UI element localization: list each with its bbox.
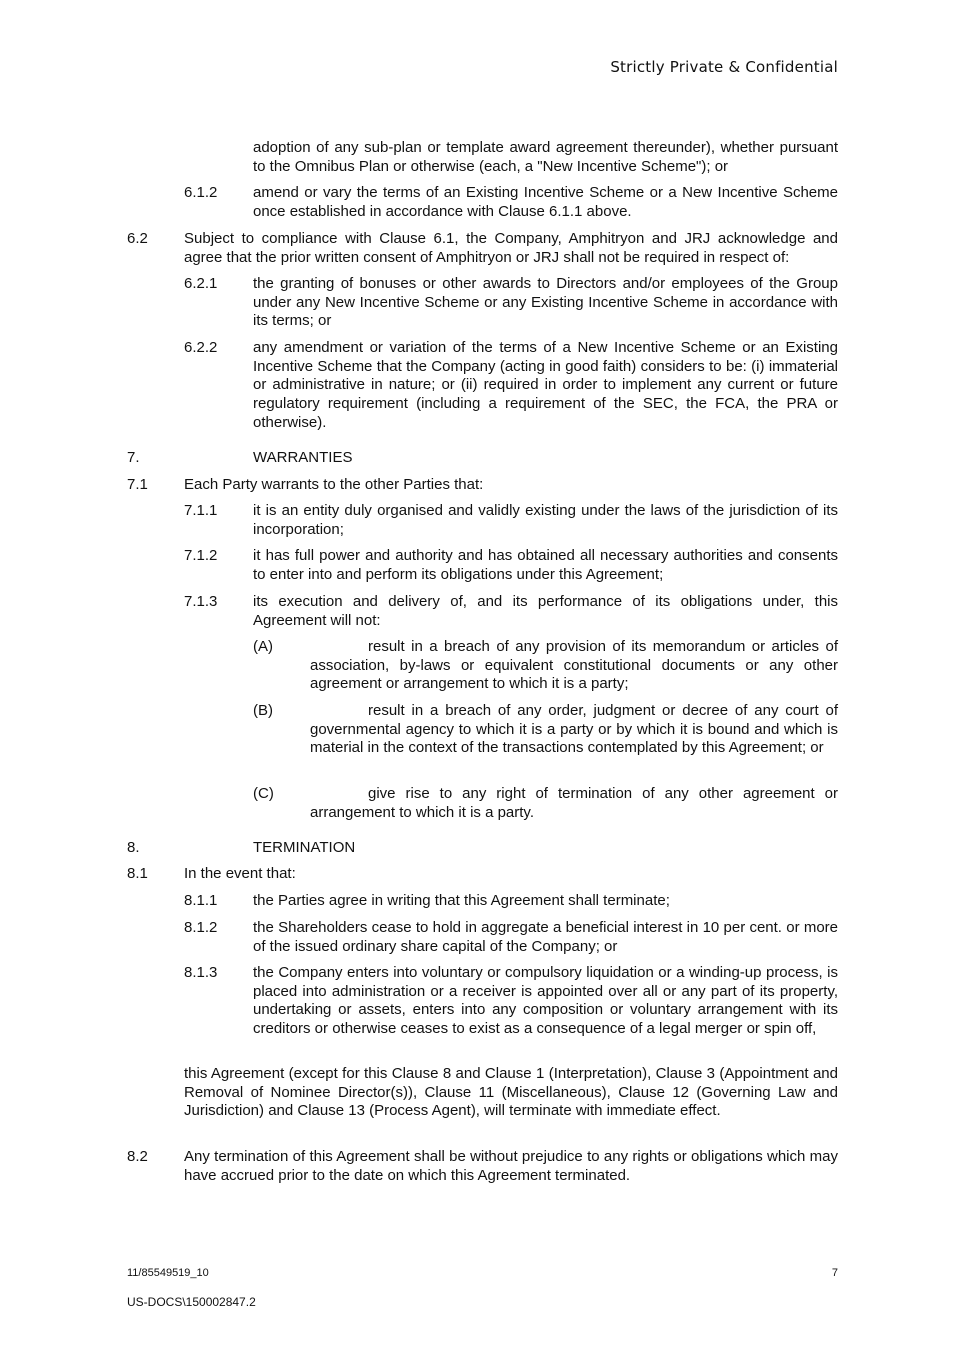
clause-number: 6.1.2 (184, 184, 218, 201)
clause-text: any amendment or variation of the terms of a New Incentive Scheme or an Existing Incentive Scheme that the Company (acting in good faith) considers to be: (i) immaterial or administrative in nature; or (ii) required in order to implement any current or future regulatory requirement (including a requirement of the SEC, the FCA, the PRA or otherwise). (253, 339, 838, 431)
clause-number: 8.2 (127, 1148, 148, 1165)
clause-text: it is an entity duly organised and validly existing under the laws of the jurisdiction of its incorporation; (253, 502, 838, 538)
clause-number: 7.1.3 (184, 593, 218, 610)
clause-text: the Company enters into voluntary or compulsory liquidation or a winding-up process, is placed into administration or a receiver is appointed over all or any part of its property, undertaking or assets, enters into any composition or voluntary arrangement with its creditors or otherwise ceases to exist as a consequence of a legal merger or spin off, (253, 964, 838, 1038)
section-number: 7. (127, 449, 140, 466)
subclause-letter: (B) (253, 702, 273, 719)
clause-number: 7.1.1 (184, 502, 218, 519)
clause-text: it has full power and authority and has obtained all necessary authorities and consents to enter into and perform its obligations under this Agreement; (253, 547, 838, 583)
clause-text: Subject to compliance with Clause 6.1, the Company, Amphitryon and JRJ acknowledge and agree that the prior written consent of Amphitryon or JRJ shall not be required in respect of: (184, 230, 838, 266)
clause-text: its execution and delivery of, and its performance of its obligations under, this Agreement will not: (253, 593, 838, 629)
subclause-text: result in a breach of any provision of its memorandum or articles of association, by-laws or equivalent constitutional documents or any other agreement or arrangement to which it is a party; (310, 638, 838, 693)
clause-number: 8.1 (127, 865, 148, 882)
continued-clause-text: adoption of any sub-plan or template award agreement thereunder), whether pursuant to the Omnibus Plan or otherwise (each, a "New Incentive Scheme"); or (253, 139, 838, 175)
clause-text: amend or vary the terms of an Existing Incentive Scheme or a New Incentive Scheme once established in accordance with Clause 6.1.1 above. (253, 184, 838, 220)
clause-text: the Shareholders cease to hold in aggregate a beneficial interest in 10 per cent. or more of the issued ordinary share capital of the Company; or (253, 919, 838, 955)
clause-number: 6.2.1 (184, 275, 218, 292)
docs-reference: US-DOCS\150002847.2 (127, 1295, 256, 1309)
clause-text: the granting of bonuses or other awards to Directors and/or employees of the Group under any New Incentive Scheme or any Existing Incentive Scheme in accordance with its terms; or (253, 275, 838, 330)
clause-text: Any termination of this Agreement shall be without prejudice to any rights or obligations which may have accrued prior to the date on which this Agreement terminated. (184, 1148, 838, 1184)
subclause-letter: (A) (253, 638, 273, 655)
clause-text: In the event that: (184, 865, 296, 882)
document-reference: 11/85549519_10 (127, 1267, 209, 1279)
clause-number: 7.1.2 (184, 547, 218, 564)
section-heading: TERMINATION (253, 839, 356, 856)
subclause-text: give rise to any right of termination of any other agreement or arrangement to which it is a party. (310, 785, 838, 821)
confidentiality-header: Strictly Private & Confidential (610, 58, 838, 76)
subclause-text: result in a breach of any order, judgment or decree of any court of governmental agency to which it is a party or by which it is bound and which is material in the context of the transactions contemplated by this Agreement; or (310, 702, 838, 757)
clause-text: Each Party warrants to the other Parties that: (184, 476, 484, 493)
clause-number: 7.1 (127, 476, 148, 493)
clause-continuation-text: this Agreement (except for this Clause 8 and Clause 1 (Interpretation), Clause 3 (Appointment and Removal of Nominee Director(s)), Clause 11 (Miscellaneous), Clause 12 (Governing Law and Jurisdiction) and Clause 13 (Process Agent), will terminate with immediate effect. (184, 1065, 838, 1120)
clause-number: 6.2 (127, 230, 148, 247)
clause-number: 8.1.1 (184, 892, 218, 909)
clause-number: 8.1.3 (184, 964, 218, 981)
section-heading: WARRANTIES (253, 449, 353, 466)
subclause-letter: (C) (253, 785, 274, 802)
section-number: 8. (127, 839, 140, 856)
clause-text: the Parties agree in writing that this Agreement shall terminate; (253, 892, 670, 909)
clause-number: 8.1.2 (184, 919, 218, 936)
clause-number: 6.2.2 (184, 339, 218, 356)
page-number: 7 (831, 1267, 838, 1279)
